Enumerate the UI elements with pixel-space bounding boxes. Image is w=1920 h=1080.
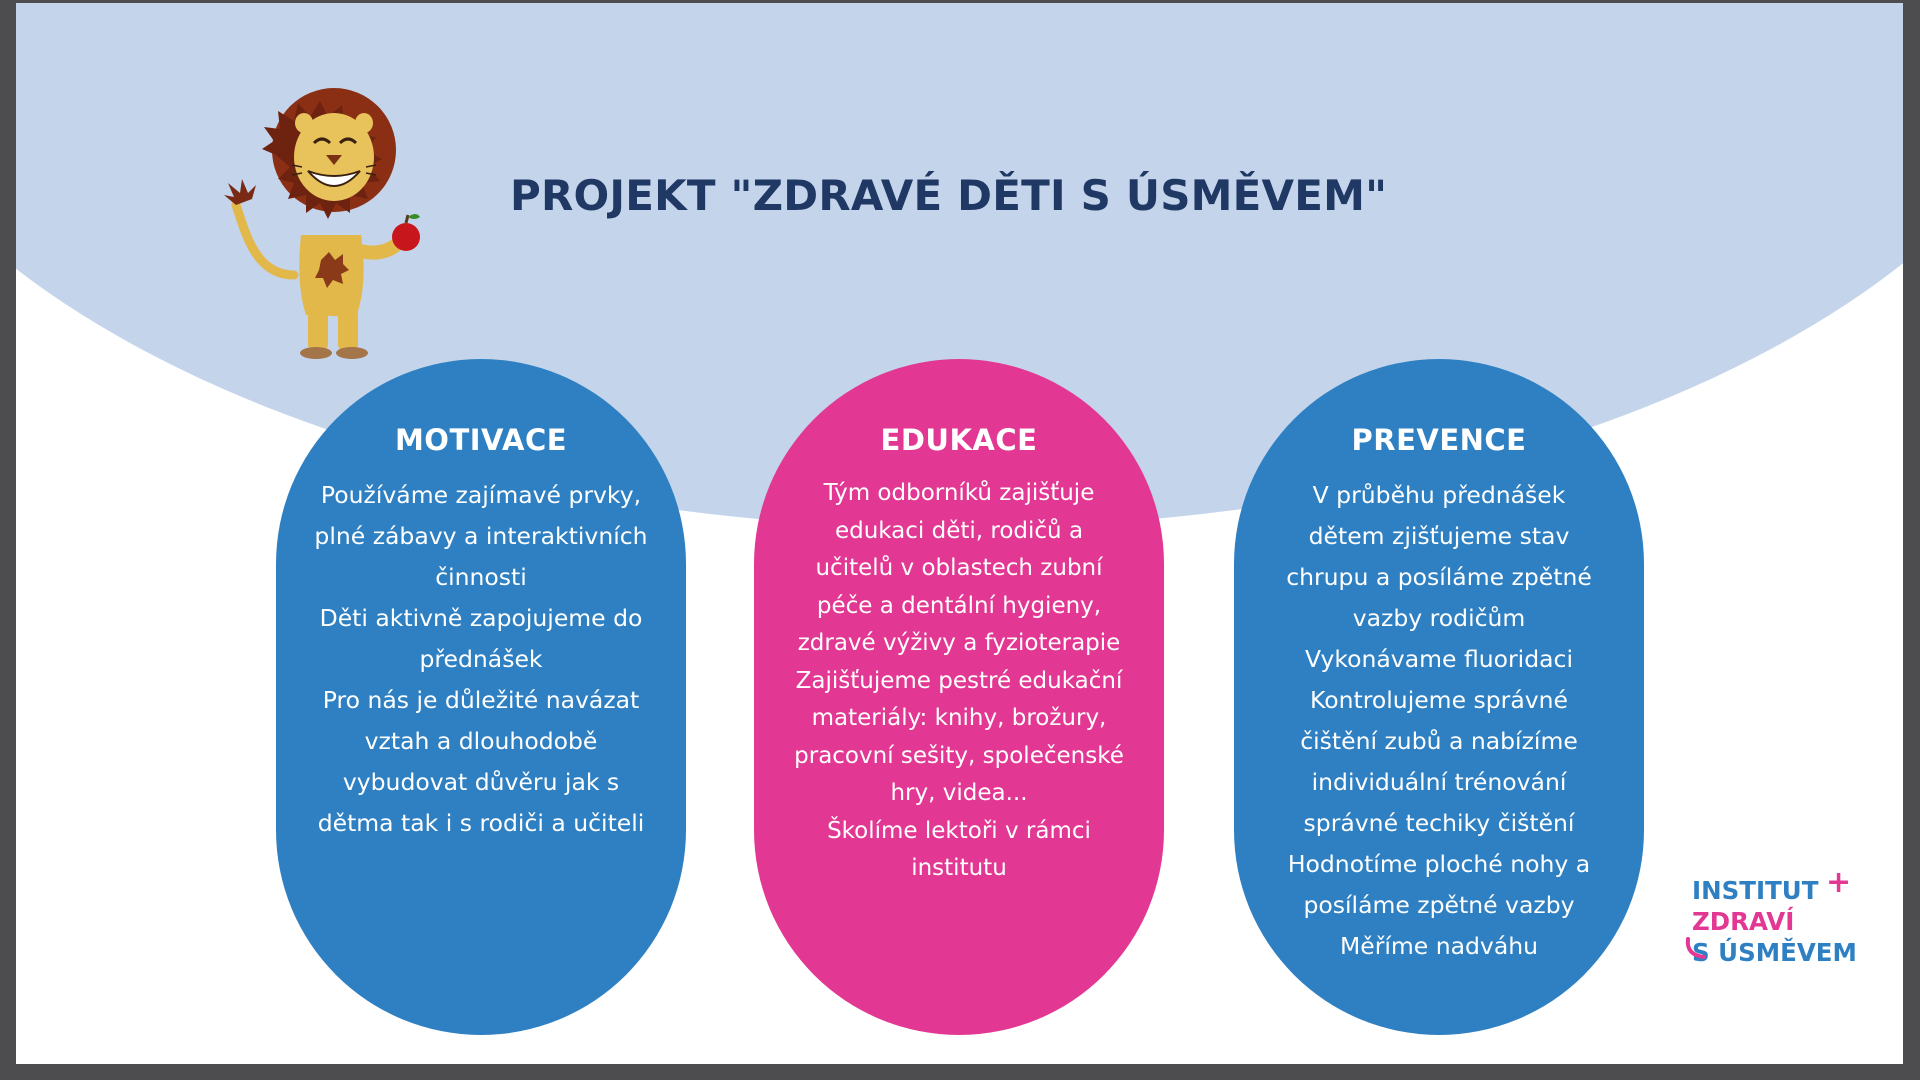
prevence-line: Měříme nadváhu [1339,932,1539,960]
prevence-text [1244,475,1634,967]
edukace-line: edukaci děti, rodičů a [834,517,1084,544]
motivace-line: Děti aktivně zapojujeme do [319,604,643,632]
edukace-line: pracovní sešity, společenské [794,742,1124,769]
logo-line-s-usmevem: S ÚSMĚVEM [1692,938,1857,967]
prevence-line: Hodnotíme ploché nohy a [1287,850,1591,878]
logo-plus-icon: + [1826,865,1852,900]
edukace-line: Tým odborníků zajišťuje [823,480,1095,506]
edukace-line: Školíme lektoři v rámci [827,817,1091,844]
edukace-text [764,475,1154,888]
edukace-card [754,359,1164,1035]
edukace-line: hry, videa... [890,780,1028,806]
edukace-line: učitelů v oblastech zubní [815,555,1103,581]
smile-arc-icon [1684,935,1710,961]
edukace-heading: EDUKACE [880,423,1038,457]
motivace-line: Používáme zajímavé prvky, [320,481,642,509]
prevence-line: chrupu a posíláme zpětné [1286,563,1592,591]
motivace-line: přednášek [419,645,543,673]
slide [16,3,1903,1064]
institut-logo [1692,865,1857,968]
motivace-line: činnosti [435,563,527,591]
motivace-line: dětma tak i s rodiči a učiteli [317,809,645,837]
edukace-line: Zajišťujeme pestré edukační [795,667,1123,694]
prevence-line: V průběhu přednášek [1312,481,1566,509]
edukace-line: zdravé výživy a fyzioterapie [797,630,1121,656]
edukace-line: materiály: knihy, brožury, [811,705,1107,731]
prevence-line: čištění zubů a nabízíme [1300,727,1578,755]
motivace-line: Pro nás je důležité navázat [322,686,640,714]
prevence-card [1234,359,1644,1035]
motivace-card [276,359,686,1035]
prevence-line: individuální trénování [1311,768,1567,796]
prevence-line: dětem zjišťujeme stav [1308,522,1570,550]
prevence-line: správné techiky čištění [1303,809,1575,837]
prevence-line: posíláme zpětné vazby [1303,891,1575,919]
logo-line-zdravi: ZDRAVÍ [1692,907,1795,936]
prevence-line: vazby rodičům [1352,604,1526,632]
prevence-line: Vykonávame fluoridaci [1305,645,1573,673]
lion-mascot-illustration [216,85,496,365]
prevence-line: Kontrolujeme správné [1310,686,1568,714]
edukace-line: institutu [911,855,1007,881]
edukace-line: péče a dentální hygieny, [816,592,1102,619]
prevence-heading: PREVENCE [1351,423,1527,457]
motivace-heading: MOTIVACE [394,423,568,457]
page-title: PROJEKT "ZDRAVÉ DĚTI S ÚSMĚVEM" [510,171,1388,220]
motivace-text [286,475,676,844]
motivace-line: vybudovat důvěru jak s [342,768,620,796]
logo-line-institut: INSTITUT [1692,876,1819,905]
motivace-line: vztah a dlouhodobě [364,727,598,755]
motivace-line: plné zábavy a interaktivních [314,522,648,550]
